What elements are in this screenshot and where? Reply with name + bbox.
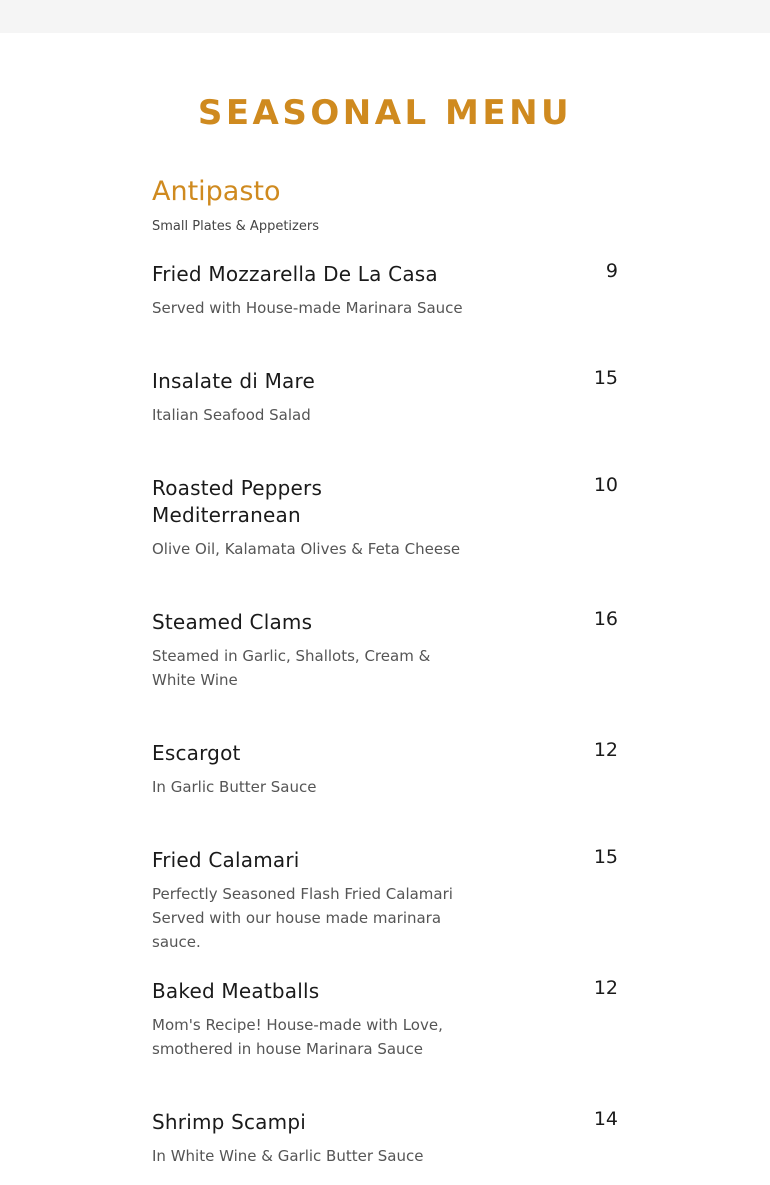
item-price: 10 xyxy=(593,474,618,496)
item-description: In Garlic Butter Sauce xyxy=(152,778,317,796)
item-description: Steamed in Garlic, Shallots, Cream & White Wine xyxy=(152,647,431,689)
item-price: 9 xyxy=(605,260,618,282)
section-subtitle: Small Plates & Appetizers xyxy=(152,219,319,234)
item-price: 15 xyxy=(593,367,618,389)
item-name: Shrimp Scampi xyxy=(152,1110,306,1134)
item-name: Fried Mozzarella De La Casa xyxy=(152,262,438,286)
item-description: Mom's Recipe! House-made with Love, smothered in house Marinara Sauce xyxy=(152,1016,443,1058)
item-price: 15 xyxy=(593,846,618,868)
item-description: Italian Seafood Salad xyxy=(152,406,311,424)
item-name: Fried Calamari xyxy=(152,848,300,872)
item-price: 12 xyxy=(593,977,618,999)
item-description: Served with House-made Marinara Sauce xyxy=(152,299,463,317)
item-price: 14 xyxy=(593,1108,618,1130)
item-name: Baked Meatballs xyxy=(152,979,320,1003)
item-description: Olive Oil, Kalamata Olives & Feta Cheese xyxy=(152,540,461,558)
item-name: Roasted Peppers Mediterranean xyxy=(152,476,323,527)
menu-title: SEASONAL MENU xyxy=(197,93,573,133)
item-description: In White Wine & Garlic Butter Sauce xyxy=(152,1147,424,1165)
section-title: Antipasto xyxy=(152,176,281,207)
item-description: Perfectly Seasoned Flash Fried Calamari Served with our house made marinara sauce. xyxy=(152,885,453,951)
item-name: Steamed Clams xyxy=(152,610,313,634)
item-price: 16 xyxy=(593,608,618,630)
item-name: Insalate di Mare xyxy=(152,369,315,393)
top-bar xyxy=(0,0,770,33)
item-name: Escargot xyxy=(152,741,241,765)
item-price: 12 xyxy=(593,739,618,761)
